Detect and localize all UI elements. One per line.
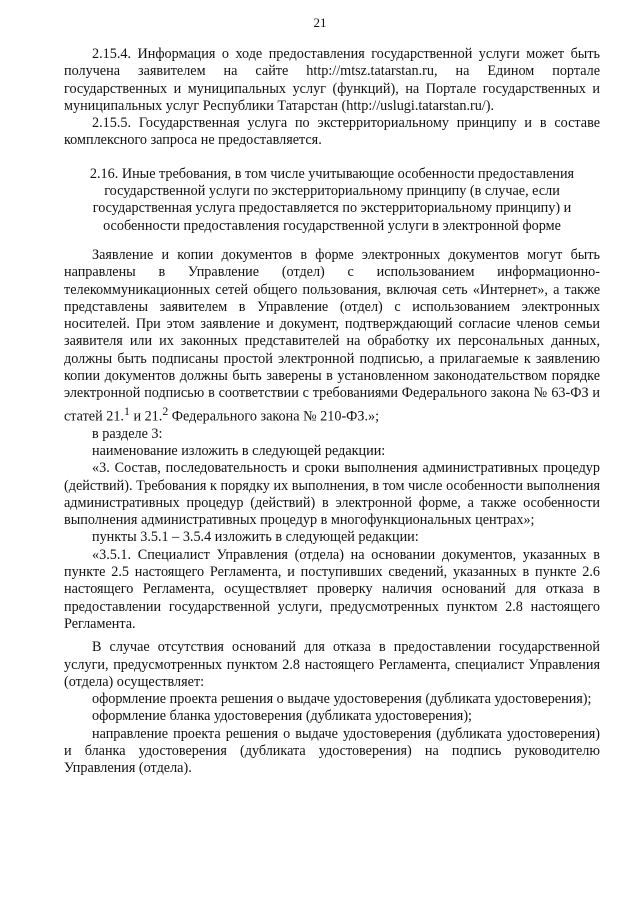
paragraph-section-3-title: «3. Состав, последовательность и сроки выполнения административных процедур (действий). Требования к порядку их выполнения, в том числе особенности выполнения административных процедур (действий) в электронной форме, а также особенности выполнения административных процедур в многофункциональных центрах»; (64, 460, 600, 529)
document-body (64, 46, 600, 778)
list-item-send-for-signature: направление проекта решения о выдаче удостоверения (дубликата удостоверения) и бланка удостоверения (дубликата удостоверения) на подпись руководителю Управления (отдела). (64, 725, 600, 777)
superscript: 1 (123, 403, 130, 418)
paragraph-text: и 21. (129, 408, 163, 425)
paragraph-title-edit: наименование изложить в следующей редакции: (92, 442, 386, 459)
paragraph-section-3: в разделе 3: (92, 425, 163, 442)
paragraph-2-15-5: 2.15.5. Государственная услуга по экстерриториальному принципу и в составе комплексного запроса не предоставляется. (64, 115, 600, 149)
paragraph-3-5-1: «3.5.1. Специалист Управления (отдела) на основании документов, указанных в пункте 2.5 настоящего Регламента, и поступивших сведений, указанных в пункте 2.6 настоящего Регламента, осуществляет проверку наличия оснований для отказа в предоставлении государственной услуги, предусмотренных пунктом 2.8 настоящего Регламента. (64, 546, 600, 632)
paragraph-text: Федерального закона № 210-ФЗ.»; (168, 408, 380, 425)
page-number: 21 (313, 15, 327, 30)
paragraph-text: Заявление и копии документов в форме электронных документов могут быть направлены в Управление (отдел) с использованием информационно-телекоммуникационных сетей общего пользования, включая сеть «Интернет», а также представлены заявителем в Управление (отдел) с использованием электронных носителей. При этом заявление и документ, подтверждающий согласие членов семьи заявителя или их законных представителей на обработку их персональных данных, должны быть подписаны простой электронной подписью, а прилагаемые к заявлению копии документов должны быть заверены в установленном законодательством порядке электронной подписью в соответствии с требованиями Федерального закона № 63-ФЗ и статей 21. (64, 246, 600, 425)
paragraph-2-15-4: 2.15.4. Информация о ходе предоставления государственной услуги может быть получена заявителем на сайте http://mtsz.tatarstan.ru, на Едином портале государственных и муниципальных услуг (функций), на Портале государственных и муниципальных услуг Республики Татарстан (http://uslugi.tatarstan.ru/). (64, 46, 600, 114)
superscript: 2 (162, 403, 169, 418)
section-heading-2-16: 2.16. Иные требования, в том числе учитывающие особенности предоставления государственной услуги по экстерриториальному принципу (в случае, если государственная услуга предоставляется по экстерриториальному принципу) и особенности предоставления государственной услуги в электронной форме (89, 165, 575, 234)
list-item-draft-decision: оформление проекта решения о выдаче удостоверения (дубликата удостоверения); (92, 691, 592, 708)
paragraph-electronic-documents (64, 247, 600, 426)
paragraph-no-refusal: В случае отсутствия оснований для отказа в предоставлении государственной услуги, предусмотренных пунктом 2.8 настоящего Регламента, специалист Управления (отдела) осуществляет: (64, 639, 600, 690)
paragraph-points-edit: пункты 3.5.1 – 3.5.4 изложить в следующей редакции: (92, 529, 419, 546)
list-item-form-blank: оформление бланка удостоверения (дубликата удостоверения); (92, 708, 472, 725)
